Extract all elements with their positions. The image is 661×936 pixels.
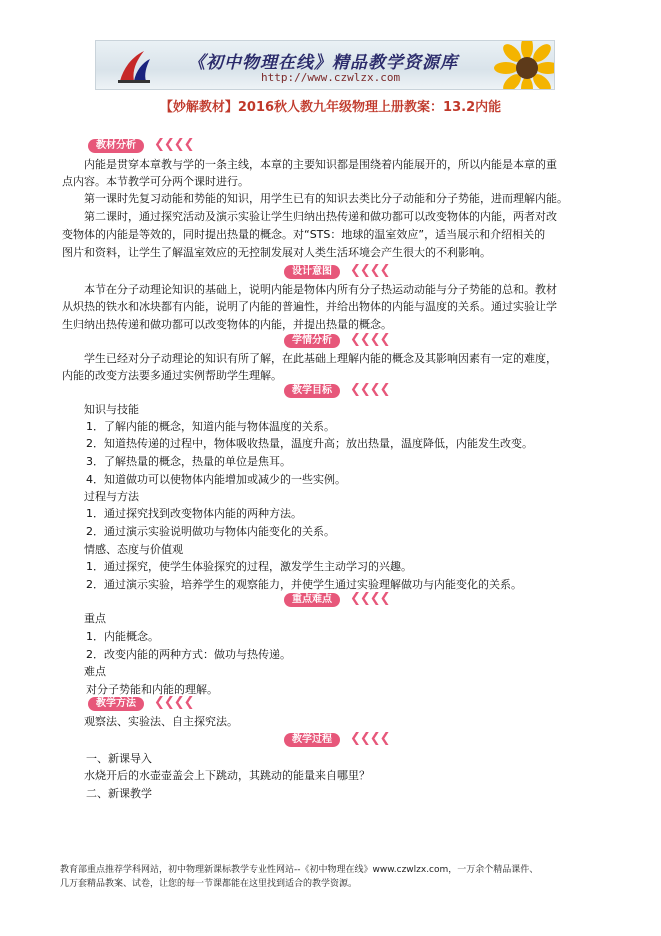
chevron-left-icon: ❮❮❮❮ — [350, 382, 390, 397]
subheading: 情感、态度与价值观 — [62, 543, 183, 556]
list-item: 1．了解内能的概念，知道内能与物体温度的关系。 — [86, 420, 335, 433]
list-item: 1．通过探究，使学生体验探究的过程，激发学生主动学习的兴趣。 — [86, 560, 412, 573]
subheading: 二、新课教学 — [86, 787, 152, 800]
paragraph-line: 从炽热的铁水和冰块都有内能，说明了内能的普遍性，并给出物体的内能与温度的关系。通过实验让学 — [62, 300, 557, 313]
list-item: 1．内能概念。 — [86, 630, 159, 643]
chevron-left-icon: ❮❮❮❮ — [154, 695, 194, 710]
subheading: 过程与方法 — [62, 490, 139, 503]
list-item: 3．了解热量的概念，热量的单位是焦耳。 — [86, 455, 291, 468]
banner-url: http://www.czwlzx.com — [261, 71, 401, 84]
site-logo-icon — [114, 47, 154, 85]
page-footer — [60, 863, 640, 891]
document-title: 【妙解教材】2016秋人教九年级物理上册教案：13.2内能 — [159, 100, 502, 115]
tag-label: 教学过程 — [284, 733, 340, 747]
list-item: 2．通过演示实验说明做功与物体内能变化的关系。 — [86, 525, 335, 538]
paragraph-line: 变物体的内能是等效的，同时提出热量的概念。对“STS：地球的温室效应”，适当展示和介绍相关的 — [62, 228, 546, 241]
list-item: 2．改变内能的两种方式：做功与热传递。 — [86, 648, 291, 661]
paragraph-line: 内能是贯穿本章教与学的一条主线，本章的主要知识都是围绕着内能展开的，所以内能是本章的重 — [62, 158, 557, 171]
paragraph-line: 生归纳出热传递和做功都可以改变物体的内能，并提出热量的概念。 — [62, 318, 392, 331]
chevron-left-icon: ❮❮❮❮ — [350, 591, 390, 606]
paragraph-line: 图片和资料，让学生了解温室效应的无控制发展对人类生活环境会产生很大的不利影响。 — [62, 246, 491, 259]
paragraph-line: 第二课时，通过探究活动及演示实验让学生归纳出热传递和做功都可以改变物体的内能，两者对改 — [62, 210, 557, 223]
subheading: 难点 — [62, 665, 106, 678]
tag-label: 学情分析 — [284, 334, 340, 348]
paragraph-line: 水烧开后的水壶壶盖会上下跳动，其跳动的能量来自哪里？ — [62, 769, 370, 782]
chevron-left-icon: ❮❮❮❮ — [350, 332, 390, 347]
site-banner — [95, 40, 555, 90]
sunflower-icon — [494, 40, 555, 90]
banner-title: 《初中物理在线》精品教学资源库 — [188, 53, 458, 73]
paragraph-line: 观察法、实验法、自主探究法。 — [62, 715, 238, 728]
tag-label: 教学目标 — [284, 384, 340, 398]
paragraph-line: 学生已经对分子动理论的知识有所了解，在此基础上理解内能的概念及其影响因素有一定的难度， — [62, 352, 557, 365]
list-item: 2．知道热传递的过程中，物体吸收热量，温度升高；放出热量，温度降低，内能发生改变。 — [86, 437, 533, 450]
chevron-left-icon: ❮❮❮❮ — [154, 137, 194, 152]
tag-label: 教材分析 — [88, 139, 144, 153]
footer-line: 几万套精品教案、试卷，让您的每一节课都能在这里找到适合的教学资源。 — [60, 879, 358, 889]
list-item: 2．通过演示实验，培养学生的观察能力，并使学生通过实验理解做功与内能变化的关系。 — [86, 578, 522, 591]
paragraph-line: 点内容。本节教学可分两个课时进行。 — [62, 175, 249, 188]
subheading: 重点 — [62, 612, 106, 625]
tag-label: 教学方法 — [88, 697, 144, 711]
paragraph-line: 第一课时先复习动能和势能的知识，用学生已有的知识去类比分子动能和分子势能，进而理解内能。 — [62, 192, 568, 205]
subheading: 一、新课导入 — [86, 752, 152, 765]
paragraph-line: 对分子势能和内能的理解。 — [86, 683, 218, 696]
subheading: 知识与技能 — [62, 403, 139, 416]
paragraph-line: 本节在分子动理论知识的基础上，说明内能是物体内所有分子热运动动能与分子势能的总和。教材 — [62, 283, 557, 296]
tag-label: 设计意图 — [284, 265, 340, 279]
tag-label: 重点难点 — [284, 593, 340, 607]
footer-line: 教育部重点推荐学科网站，初中物理新课标教学专业性网站--《初中物理在线》www.czwlzx.com，一万余个精品课件、 — [60, 865, 539, 875]
paragraph-line: 内能的改变方法要多通过实例帮助学生理解。 — [62, 369, 282, 382]
chevron-left-icon: ❮❮❮❮ — [350, 731, 390, 746]
list-item: 1．通过探究找到改变物体内能的两种方法。 — [86, 507, 302, 520]
chevron-left-icon: ❮❮❮❮ — [350, 263, 390, 278]
list-item: 4．知道做功可以使物体内能增加或减少的一些实例。 — [86, 473, 346, 486]
